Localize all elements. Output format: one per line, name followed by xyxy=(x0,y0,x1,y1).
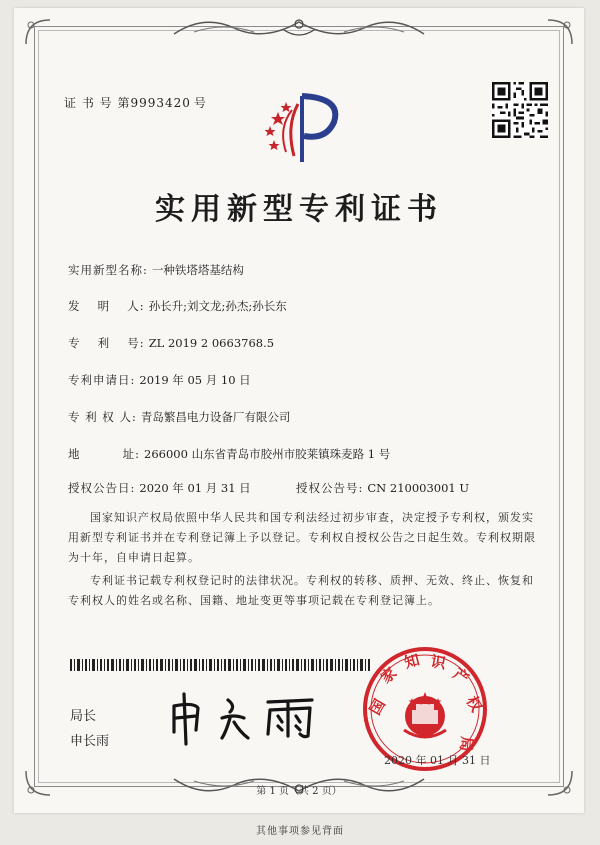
field-value: 孙长升;刘文龙;孙杰;孙长东 xyxy=(148,299,287,313)
qr-code-icon xyxy=(492,82,548,138)
director-name: 申长雨 xyxy=(70,734,110,749)
field-value: ZL 2019 2 0663768.5 xyxy=(148,336,275,350)
field-label: 专 利 号: xyxy=(68,336,145,350)
certificate-number xyxy=(64,94,207,111)
svg-text:识: 识 xyxy=(429,652,448,673)
certificate-title: 实用新型专利证书 xyxy=(155,192,443,227)
field-inventors xyxy=(68,298,287,314)
signature-image xyxy=(164,688,334,748)
field-value: 一种铁塔塔基结构 xyxy=(151,263,244,277)
svg-text:产: 产 xyxy=(449,664,473,688)
field-label: 授权公告号: xyxy=(296,481,364,495)
field-value: 266000 山东省青岛市胶州市胶莱镇珠麦路 1 号 xyxy=(144,447,391,461)
certificate-number-value: 9993420 xyxy=(130,96,191,110)
seal-date: 2020 年 01 月 31 日 xyxy=(384,754,491,767)
field-label: 实用新型名称: xyxy=(68,263,148,277)
field-label: 地 址: xyxy=(68,447,141,461)
field-address xyxy=(68,446,390,462)
field-label: 授权公告日: xyxy=(68,481,136,495)
svg-text:家: 家 xyxy=(377,663,401,688)
footer-note: 其他事项参见背面 xyxy=(256,826,344,837)
field-label: 专 利 权 人: xyxy=(68,410,137,424)
corner-ornament-icon xyxy=(544,16,576,48)
field-value: 青岛繁昌电力设备厂有限公司 xyxy=(140,410,291,424)
svg-text:知: 知 xyxy=(402,650,422,672)
top-ornament-icon xyxy=(164,14,434,42)
body-paragraph-1: 国家知识产权局依照中华人民共和国专利法经过初步审查，决定授予专利权，颁发实用新型专利证书并在专利登记簿上予以登记。专利权自授权公告之日起生效。专利权期限为十年，自申请日起算。 xyxy=(68,511,536,564)
field-label: 专利申请日: xyxy=(68,373,136,387)
field-filing-date xyxy=(68,372,251,388)
cnipa-logo-icon xyxy=(264,86,344,166)
barcode-icon xyxy=(70,659,370,671)
certificate-number-suffix: 号 xyxy=(193,96,207,110)
certificate-sheet xyxy=(14,8,584,813)
field-value: 2020 年 01 月 31 日 xyxy=(139,481,251,495)
director-title: 局长 xyxy=(70,709,97,724)
field-patentee xyxy=(68,409,290,425)
field-value: 2019 年 05 月 10 日 xyxy=(139,373,251,387)
field-value: CN 210003001 U xyxy=(367,481,470,495)
body-paragraph-2: 专利证书记载专利权登记时的法律状况。专利权的转移、质押、无效、终止、恢复和专利权人的姓名或名称、国籍、地址变更等事项记载在专利登记簿上。 xyxy=(68,574,534,607)
page-number: 第 1 页（共 2 页） xyxy=(256,786,342,797)
svg-text:权: 权 xyxy=(462,693,486,716)
certificate-number-label: 证 书 号 第 xyxy=(64,96,131,110)
field-grant-date xyxy=(68,480,251,496)
svg-text:国: 国 xyxy=(365,695,389,718)
field-utility-model-name xyxy=(68,262,244,278)
svg-text:局: 局 xyxy=(456,735,476,753)
field-label: 发 明 人: xyxy=(68,299,145,313)
corner-ornament-icon xyxy=(22,16,54,48)
field-patent-number xyxy=(68,335,274,351)
field-grant-number xyxy=(296,480,469,496)
